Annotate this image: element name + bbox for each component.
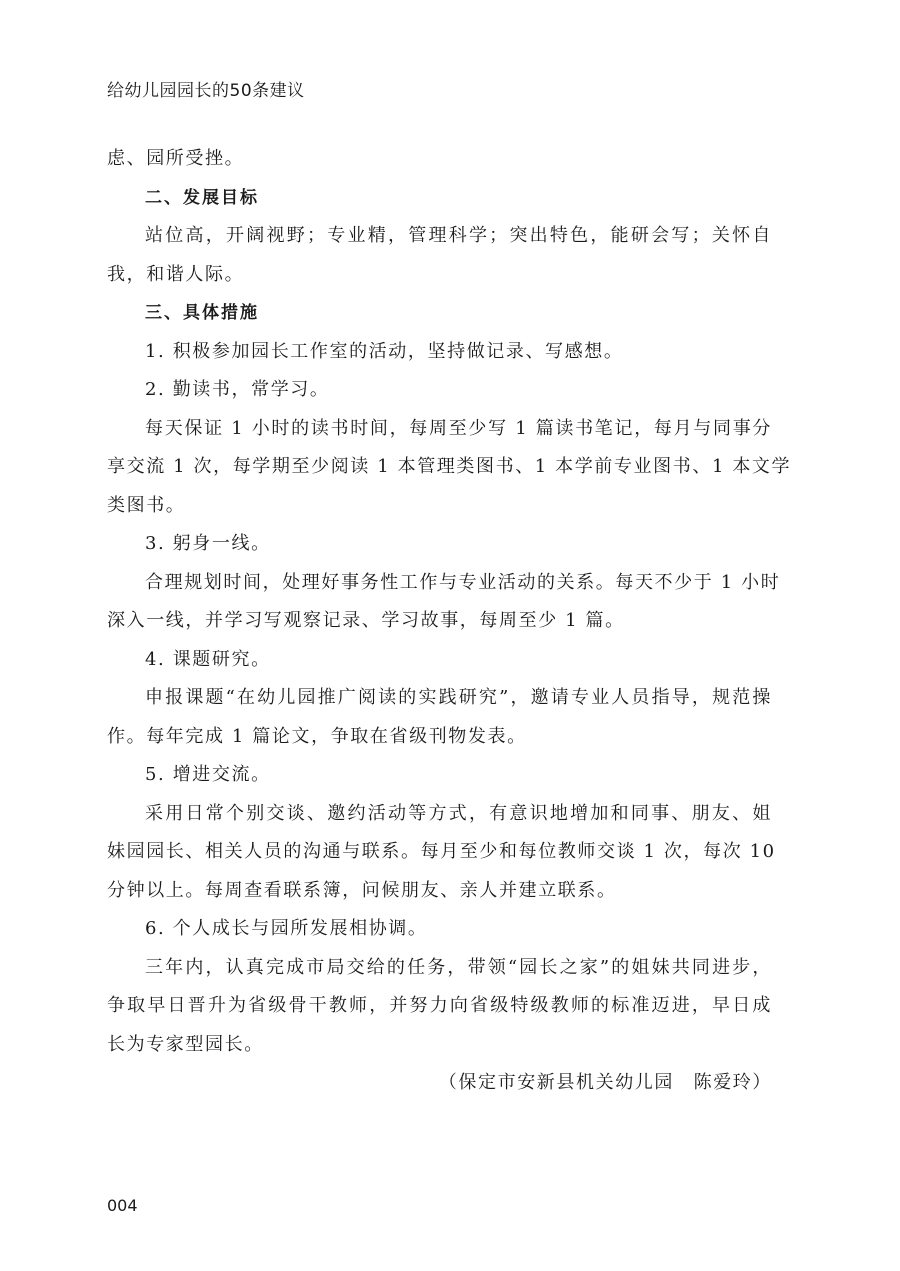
paragraph-line: 采用日常个别交谈、邀约活动等方式，有意识地增加和同事、朋友、姐 — [145, 802, 772, 824]
paragraph-line: 三年内，认真完成市局交给的任务，带领“园长之家”的姐妹共同进步， — [145, 956, 772, 978]
list-item: 1. 积极参加园长工作室的活动，坚持做记录、写感想。 — [145, 340, 624, 362]
list-item: 4. 课题研究。 — [145, 648, 271, 670]
paragraph-line: 妹园园长、相关人员的沟通与联系。每月至少和每位教师交谈 1 次，每次 10 — [107, 841, 776, 862]
paragraph-line: 作。每年完成 1 篇论文，争取在省级刊物发表。 — [107, 725, 527, 747]
paragraph-line: 虑、园所受挫。 — [107, 148, 245, 169]
paragraph-line: 长为专家型园长。 — [107, 1033, 264, 1055]
section-heading: 二、发展目标 — [145, 187, 259, 208]
paragraph-line: 争取早日晋升为省级骨干教师，并努力向省级特级教师的标准迈进，早日成 — [107, 995, 772, 1016]
paragraph-line: 类图书。 — [107, 494, 186, 516]
running-header-title: 给幼儿园园长的50条建议 — [107, 81, 305, 101]
paragraph-line: 分钟以上。每周查看联系簿，问候朋友、亲人并建立联系。 — [107, 879, 617, 901]
section-heading: 三、具体措施 — [145, 303, 259, 323]
list-item: 6. 个人成长与园所发展相协调。 — [145, 918, 428, 939]
attribution: （保定市安新县机关幼儿园 陈爱玲） — [438, 1072, 772, 1093]
page-number: 004 — [107, 1196, 138, 1215]
paragraph-line: 深入一线，并学习写观察记录、学习故事，每周至少 1 篇。 — [107, 610, 625, 631]
paragraph-line: 每天保证 1 小时的读书时间，每周至少写 1 篇读书笔记，每月与同事分 — [145, 417, 772, 439]
paragraph-line: 站位高，开阔视野；专业精，管理科学；突出特色，能研会写；关怀自 — [145, 225, 772, 246]
paragraph-line: 享交流 1 次，每学期至少阅读 1 本管理类图书、1 本学前专业图书、1 本文学 — [107, 456, 792, 477]
list-item: 5. 增进交流。 — [145, 764, 271, 785]
paragraph-line: 合理规划时间，处理好事务性工作与专业活动的关系。每天不少于 1 小时 — [145, 571, 781, 593]
list-item: 3. 躬身一线。 — [145, 533, 271, 554]
paragraph-line: 申报课题“在幼儿园推广阅读的实践研究”，邀请专业人员指导，规范操 — [145, 687, 772, 708]
list-item: 2. 勤读书，常学习。 — [145, 379, 330, 400]
page-body — [107, 140, 792, 1103]
paragraph-line: 我，和谐人际。 — [107, 263, 245, 285]
